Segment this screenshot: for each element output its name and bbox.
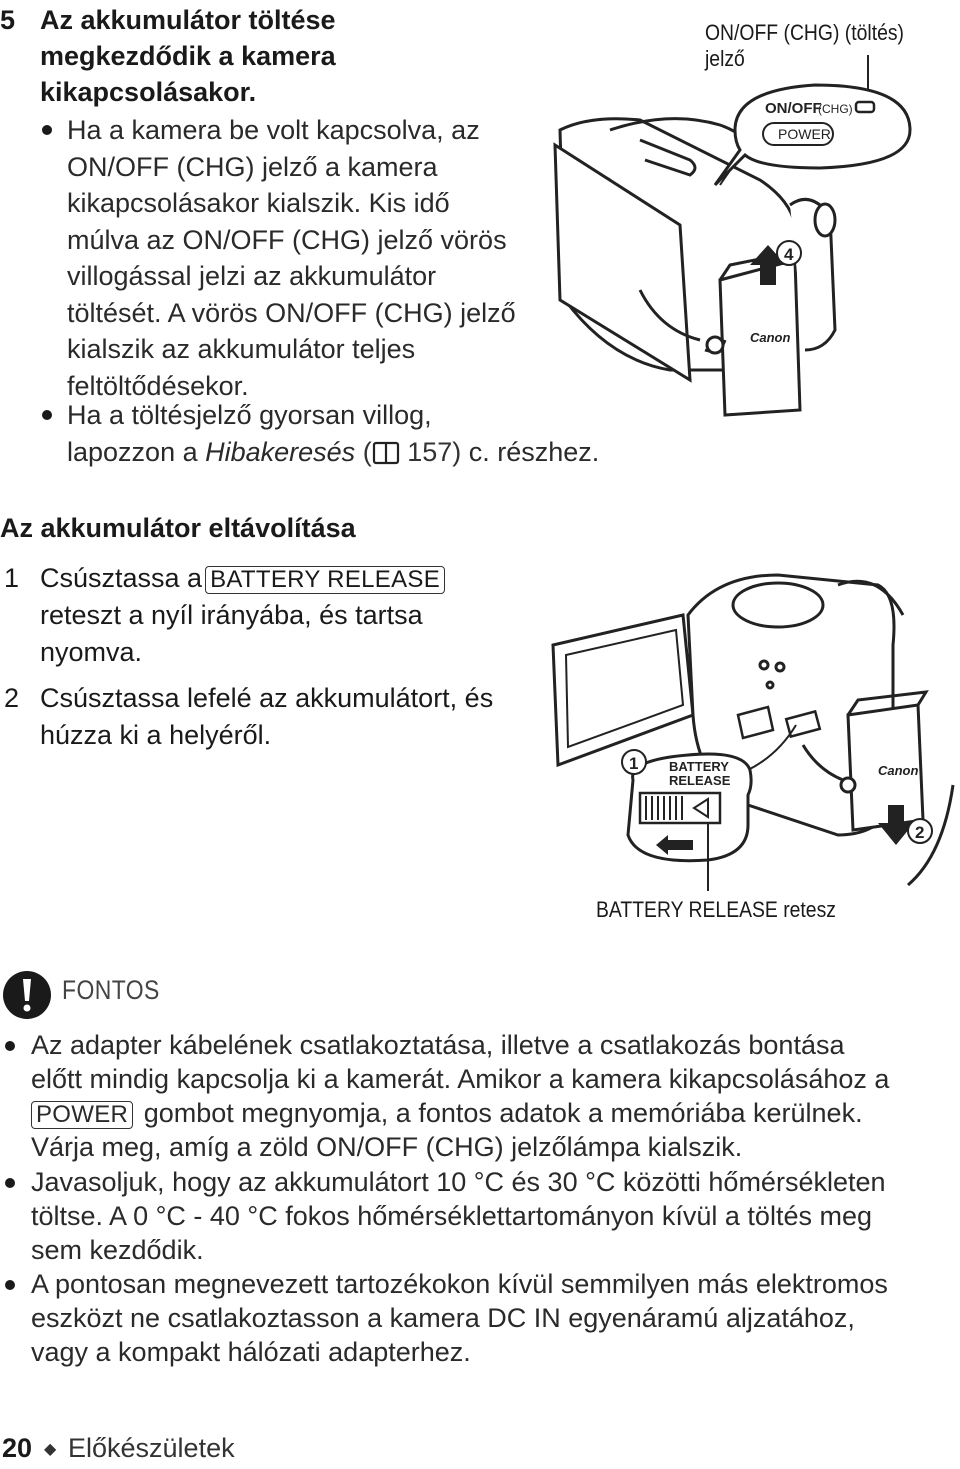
text-line: villogással jelzi az akkumulátor [67, 261, 437, 291]
camera-charging-illustration [550, 50, 960, 420]
bullet-text [31, 1028, 889, 1164]
section-title: Az akkumulátor eltávolítása [0, 513, 356, 543]
text-line: reteszt a nyíl irányába, és tartsa [40, 600, 423, 630]
battery-brand-text: Canon [750, 330, 791, 345]
step-marker-4 [777, 241, 801, 265]
step-text [40, 560, 448, 671]
text-line: húzza ki a helyéről. [40, 720, 272, 750]
section-name: Előkészületek [68, 1433, 235, 1463]
warning-icon [2, 970, 52, 1020]
bullet [42, 125, 52, 135]
indicator-bubble [715, 85, 910, 185]
power-label: POWER [778, 126, 831, 142]
text-line: Ha a kamera be volt kapcsolva, az [67, 115, 480, 145]
step-marker-2 [908, 819, 932, 843]
bullet-text [31, 1267, 888, 1369]
text-fragment: lapozzon a [67, 436, 206, 467]
text-line [67, 434, 599, 471]
battery-release-key: BATTERY RELEASE [205, 566, 445, 594]
step-heading-line: Az akkumulátor töltése [40, 5, 336, 35]
text-fragment: c. részhez. [461, 436, 600, 467]
battery-removal-illustration [548, 555, 960, 895]
page-reference[interactable]: ( 157) [355, 436, 462, 467]
step-heading-line: megkezdődik a kamera [40, 41, 336, 71]
text-line: Ha a töltésjelző gyorsan villog, [67, 400, 432, 430]
text-line [31, 1096, 889, 1130]
bullet [42, 410, 52, 420]
battery [848, 692, 926, 830]
text-line: Várja meg, amíg a zöld ON/OFF (CHG) jelzőlámpa kialszik. [31, 1132, 743, 1162]
text-line: kikapcsolásakor kialszik. Kis idő [67, 188, 450, 218]
step-number: 2 [4, 683, 20, 713]
charge-indicator-callout: ON/OFF (CHG) (töltés) jelző [705, 20, 904, 71]
bullet-text [67, 397, 599, 470]
troubleshooting-link[interactable]: Hibakeresés [205, 436, 356, 467]
text-line: eszközt ne csatlakoztasson a kamera DC IN egyenáramú aljzatához, [31, 1303, 855, 1333]
book-icon [372, 441, 400, 465]
bullet [5, 1178, 15, 1188]
diamond-icon: ◆ [44, 1441, 57, 1458]
text-line: Csúsztassa lefelé az akkumulátort, és [40, 683, 494, 713]
text-line: Az adapter kábelének csatlakoztatása, illetve a csatlakozás bontása [31, 1030, 845, 1060]
text-fragment: gombot megnyomja, a fontos adatok a memóriába kerülnek. [143, 1098, 863, 1128]
text-line: múlva az ON/OFF (CHG) jelző vörös [67, 224, 507, 255]
text-line: vagy a kompakt hálózati adapterhez. [31, 1337, 471, 1367]
text-line: Javasoljuk, hogy az akkumulátort 10 °C és 30 °C közötti hőmérsékleten [31, 1167, 886, 1197]
text-line: A pontosan megnevezett tartozékokon kívül semmilyen más elektromos [31, 1269, 888, 1299]
indicator-label: ON/OFF [765, 100, 822, 117]
battery-release-callout: BATTERY RELEASE retesz [596, 897, 836, 922]
bullet [5, 1041, 15, 1051]
bullet-text [67, 112, 516, 404]
release-label: BATTERY [669, 759, 729, 774]
text-line [40, 560, 448, 597]
lcd-screen [553, 615, 693, 765]
step-heading [40, 2, 336, 110]
text-line: nyomva. [40, 637, 143, 667]
text-line: töltse. A 0 °C - 40 °C fokos hőmérséklettartományon kívül a töltés meg [31, 1201, 872, 1231]
text-line: kialszik az akkumulátor teljes [67, 334, 416, 364]
page-number: 20 [2, 1433, 33, 1463]
power-key: POWER [31, 1101, 133, 1129]
step-number: 5 [0, 5, 16, 35]
text-line: töltését. A vörös ON/OFF (CHG) jelző [67, 297, 516, 328]
text-line: előtt mindig kapcsolja ki a kamerát. Amikor a kamera kikapcsolásához a [31, 1064, 890, 1094]
release-label: RELEASE [669, 773, 731, 788]
text-line: ON/OFF (CHG) jelző a kamera [67, 151, 438, 182]
indicator-sublabel: (CHG) [818, 102, 853, 116]
important-label: FONTOS [62, 975, 160, 1005]
step-text [40, 680, 493, 754]
text-line: sem kezdődik. [31, 1235, 204, 1265]
text-line: feltöltődésekor. [67, 370, 249, 401]
step-heading-line: kikapcsolásakor. [40, 77, 257, 107]
bullet-text [31, 1165, 886, 1267]
battery-brand-text: Canon [878, 763, 919, 778]
step-number: 1 [4, 563, 20, 593]
bullet [5, 1280, 15, 1290]
step-marker-text: 1 [629, 754, 639, 773]
step-marker-text: 2 [915, 823, 925, 842]
step-marker-text: 4 [784, 245, 794, 264]
text-fragment: Csúsztassa a [40, 563, 203, 593]
charge-lamp-icon [856, 102, 874, 112]
